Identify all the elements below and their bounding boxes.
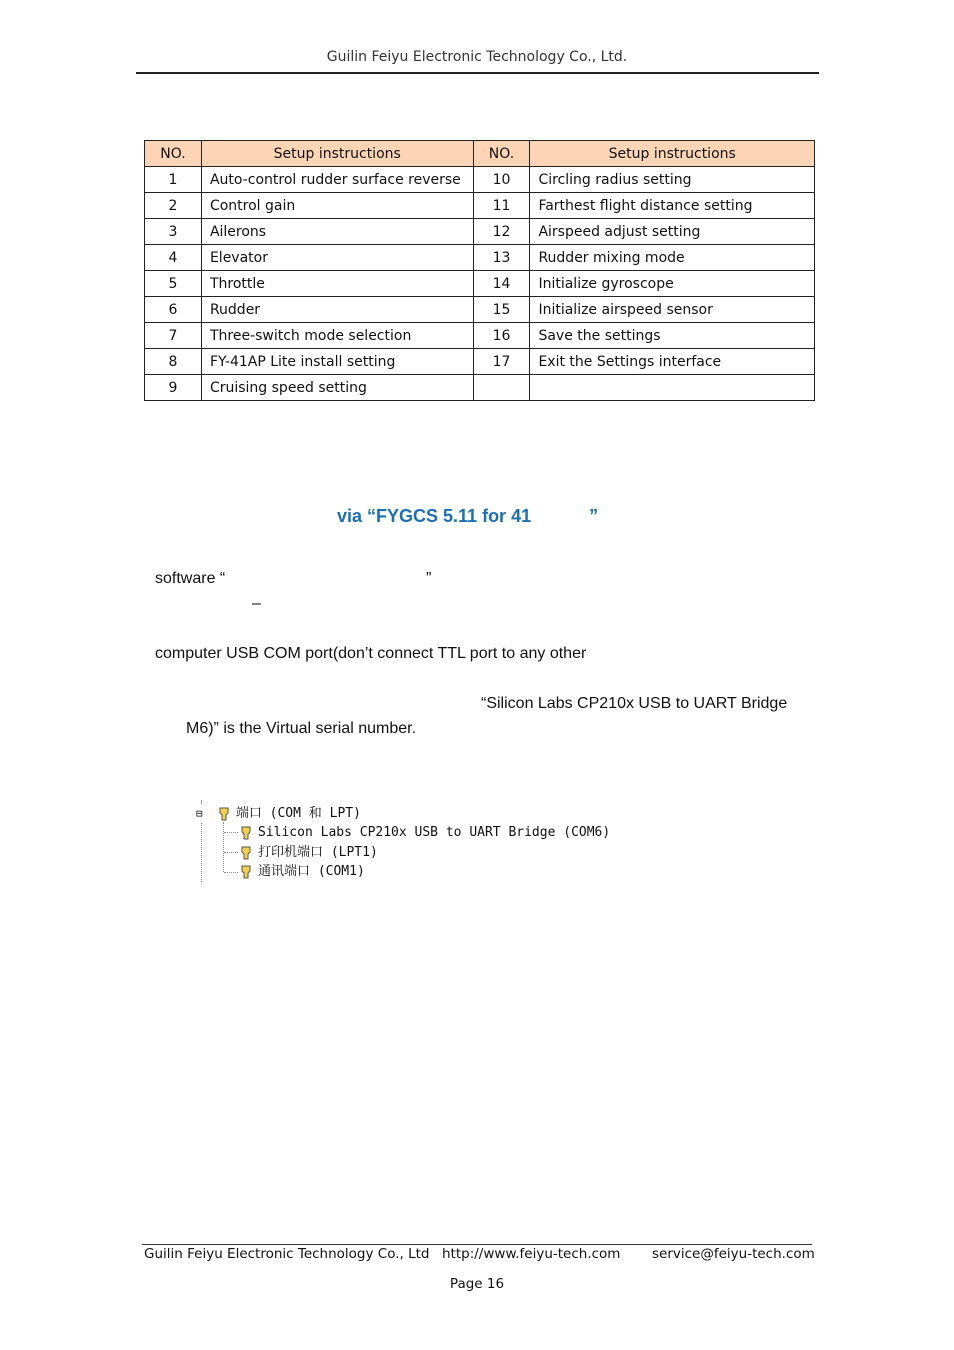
- port-connector-icon: [238, 825, 254, 841]
- table-cell-no: [473, 375, 530, 401]
- tree-branch-line: [223, 822, 224, 872]
- tree-item-label: 打印机端口 (LPT1): [258, 845, 378, 860]
- setup-instructions-table: [144, 140, 815, 401]
- table-cell-instruction: Auto-control rudder surface reverse: [201, 167, 473, 193]
- table-cell-no: 14: [473, 271, 530, 297]
- paragraph-silicon-labs: “Silicon Labs CP210x USB to UART Bridge: [481, 695, 788, 712]
- paragraph-software-right: ”: [426, 570, 432, 587]
- table-cell-instruction: Control gain: [201, 193, 473, 219]
- tree-root-label: 端口 (COM 和 LPT): [235, 806, 361, 821]
- table-row: [145, 245, 815, 271]
- table-header-no: NO.: [473, 141, 530, 167]
- table-cell-no: 6: [145, 297, 202, 323]
- table-cell-no: 13: [473, 245, 530, 271]
- table-cell-instruction: Initialize gyroscope: [530, 271, 815, 297]
- table-cell-no: 1: [145, 167, 202, 193]
- table-row: [145, 271, 815, 297]
- table-cell-instruction: Ailerons: [201, 219, 473, 245]
- tree-connector: [224, 852, 238, 853]
- table-cell-no: 7: [145, 323, 202, 349]
- table-cell-instruction: [530, 375, 815, 401]
- port-connector-icon: [216, 806, 232, 822]
- table-cell-no: 16: [473, 323, 530, 349]
- footer-company: Guilin Feiyu Electronic Technology Co., Ltd: [144, 1246, 430, 1262]
- paragraph-software-left: software “: [155, 570, 226, 587]
- table-header-no: NO.: [145, 141, 202, 167]
- section-heading-right: ”: [589, 506, 599, 526]
- footer-email-link[interactable]: service@feiyu-tech.com: [652, 1246, 815, 1262]
- tree-item-label: Silicon Labs CP210x USB to UART Bridge (COM6): [258, 825, 611, 840]
- table-header-instructions: Setup instructions: [530, 141, 815, 167]
- table-row: [145, 219, 815, 245]
- table-cell-instruction: Elevator: [201, 245, 473, 271]
- section-heading-left: via “FYGCS 5.11 for 41: [337, 506, 532, 526]
- table-body: [145, 167, 815, 401]
- header-company: Guilin Feiyu Electronic Technology Co., Ltd.: [326, 49, 628, 65]
- table-cell-no: 15: [473, 297, 530, 323]
- section-heading: [337, 506, 598, 527]
- table-cell-no: 10: [473, 167, 530, 193]
- table-row: [145, 323, 815, 349]
- table-cell-no: 17: [473, 349, 530, 375]
- tree-item-com1[interactable]: [238, 863, 365, 881]
- paragraph-virtual-serial: M6)” is the Virtual serial number.: [186, 720, 417, 737]
- table-cell-instruction: FY-41AP Lite install setting: [201, 349, 473, 375]
- table-cell-instruction: Airspeed adjust setting: [530, 219, 815, 245]
- table-cell-instruction: Three-switch mode selection: [201, 323, 473, 349]
- table-cell-instruction: Farthest flight distance setting: [530, 193, 815, 219]
- tree-connector: [224, 872, 238, 873]
- table-cell-no: 12: [473, 219, 530, 245]
- table-cell-no: 11: [473, 193, 530, 219]
- paragraph-usb-com: computer USB COM port(don’t connect TTL port to any other: [155, 645, 587, 662]
- table-cell-instruction: Rudder: [201, 297, 473, 323]
- table-cell-no: 2: [145, 193, 202, 219]
- table-row: [145, 297, 815, 323]
- device-manager-tree: [196, 800, 611, 884]
- paragraph-dash: –: [252, 595, 261, 612]
- tree-root-ports[interactable]: [196, 805, 361, 823]
- collapse-icon[interactable]: ⊟: [196, 805, 208, 823]
- tree-item-lpt1[interactable]: [238, 844, 378, 862]
- table-row: [145, 193, 815, 219]
- table-cell-instruction: Throttle: [201, 271, 473, 297]
- table-cell-instruction: Save the settings: [530, 323, 815, 349]
- table-cell-no: 4: [145, 245, 202, 271]
- header-divider: [136, 72, 819, 74]
- tree-connector: [224, 832, 238, 833]
- table-header-instructions: Setup instructions: [201, 141, 473, 167]
- port-connector-icon: [238, 845, 254, 861]
- table-cell-instruction: Rudder mixing mode: [530, 245, 815, 271]
- table-row: [145, 375, 815, 401]
- footer-website-link[interactable]: http://www.feiyu-tech.com: [442, 1246, 621, 1262]
- table-row: [145, 167, 815, 193]
- table-cell-no: 3: [145, 219, 202, 245]
- table-cell-instruction: Circling radius setting: [530, 167, 815, 193]
- table-cell-instruction: Initialize airspeed sensor: [530, 297, 815, 323]
- table-cell-instruction: Cruising speed setting: [201, 375, 473, 401]
- table-header-row: [145, 141, 815, 167]
- page-number: Page 16: [449, 1276, 505, 1292]
- table-cell-no: 8: [145, 349, 202, 375]
- tree-item-com6[interactable]: [238, 824, 610, 842]
- table-row: [145, 349, 815, 375]
- footer-divider: [142, 1244, 812, 1245]
- tree-item-label: 通讯端口 (COM1): [258, 864, 365, 879]
- table-cell-instruction: Exit the Settings interface: [530, 349, 815, 375]
- table-cell-no: 9: [145, 375, 202, 401]
- table-cell-no: 5: [145, 271, 202, 297]
- port-connector-icon: [238, 864, 254, 880]
